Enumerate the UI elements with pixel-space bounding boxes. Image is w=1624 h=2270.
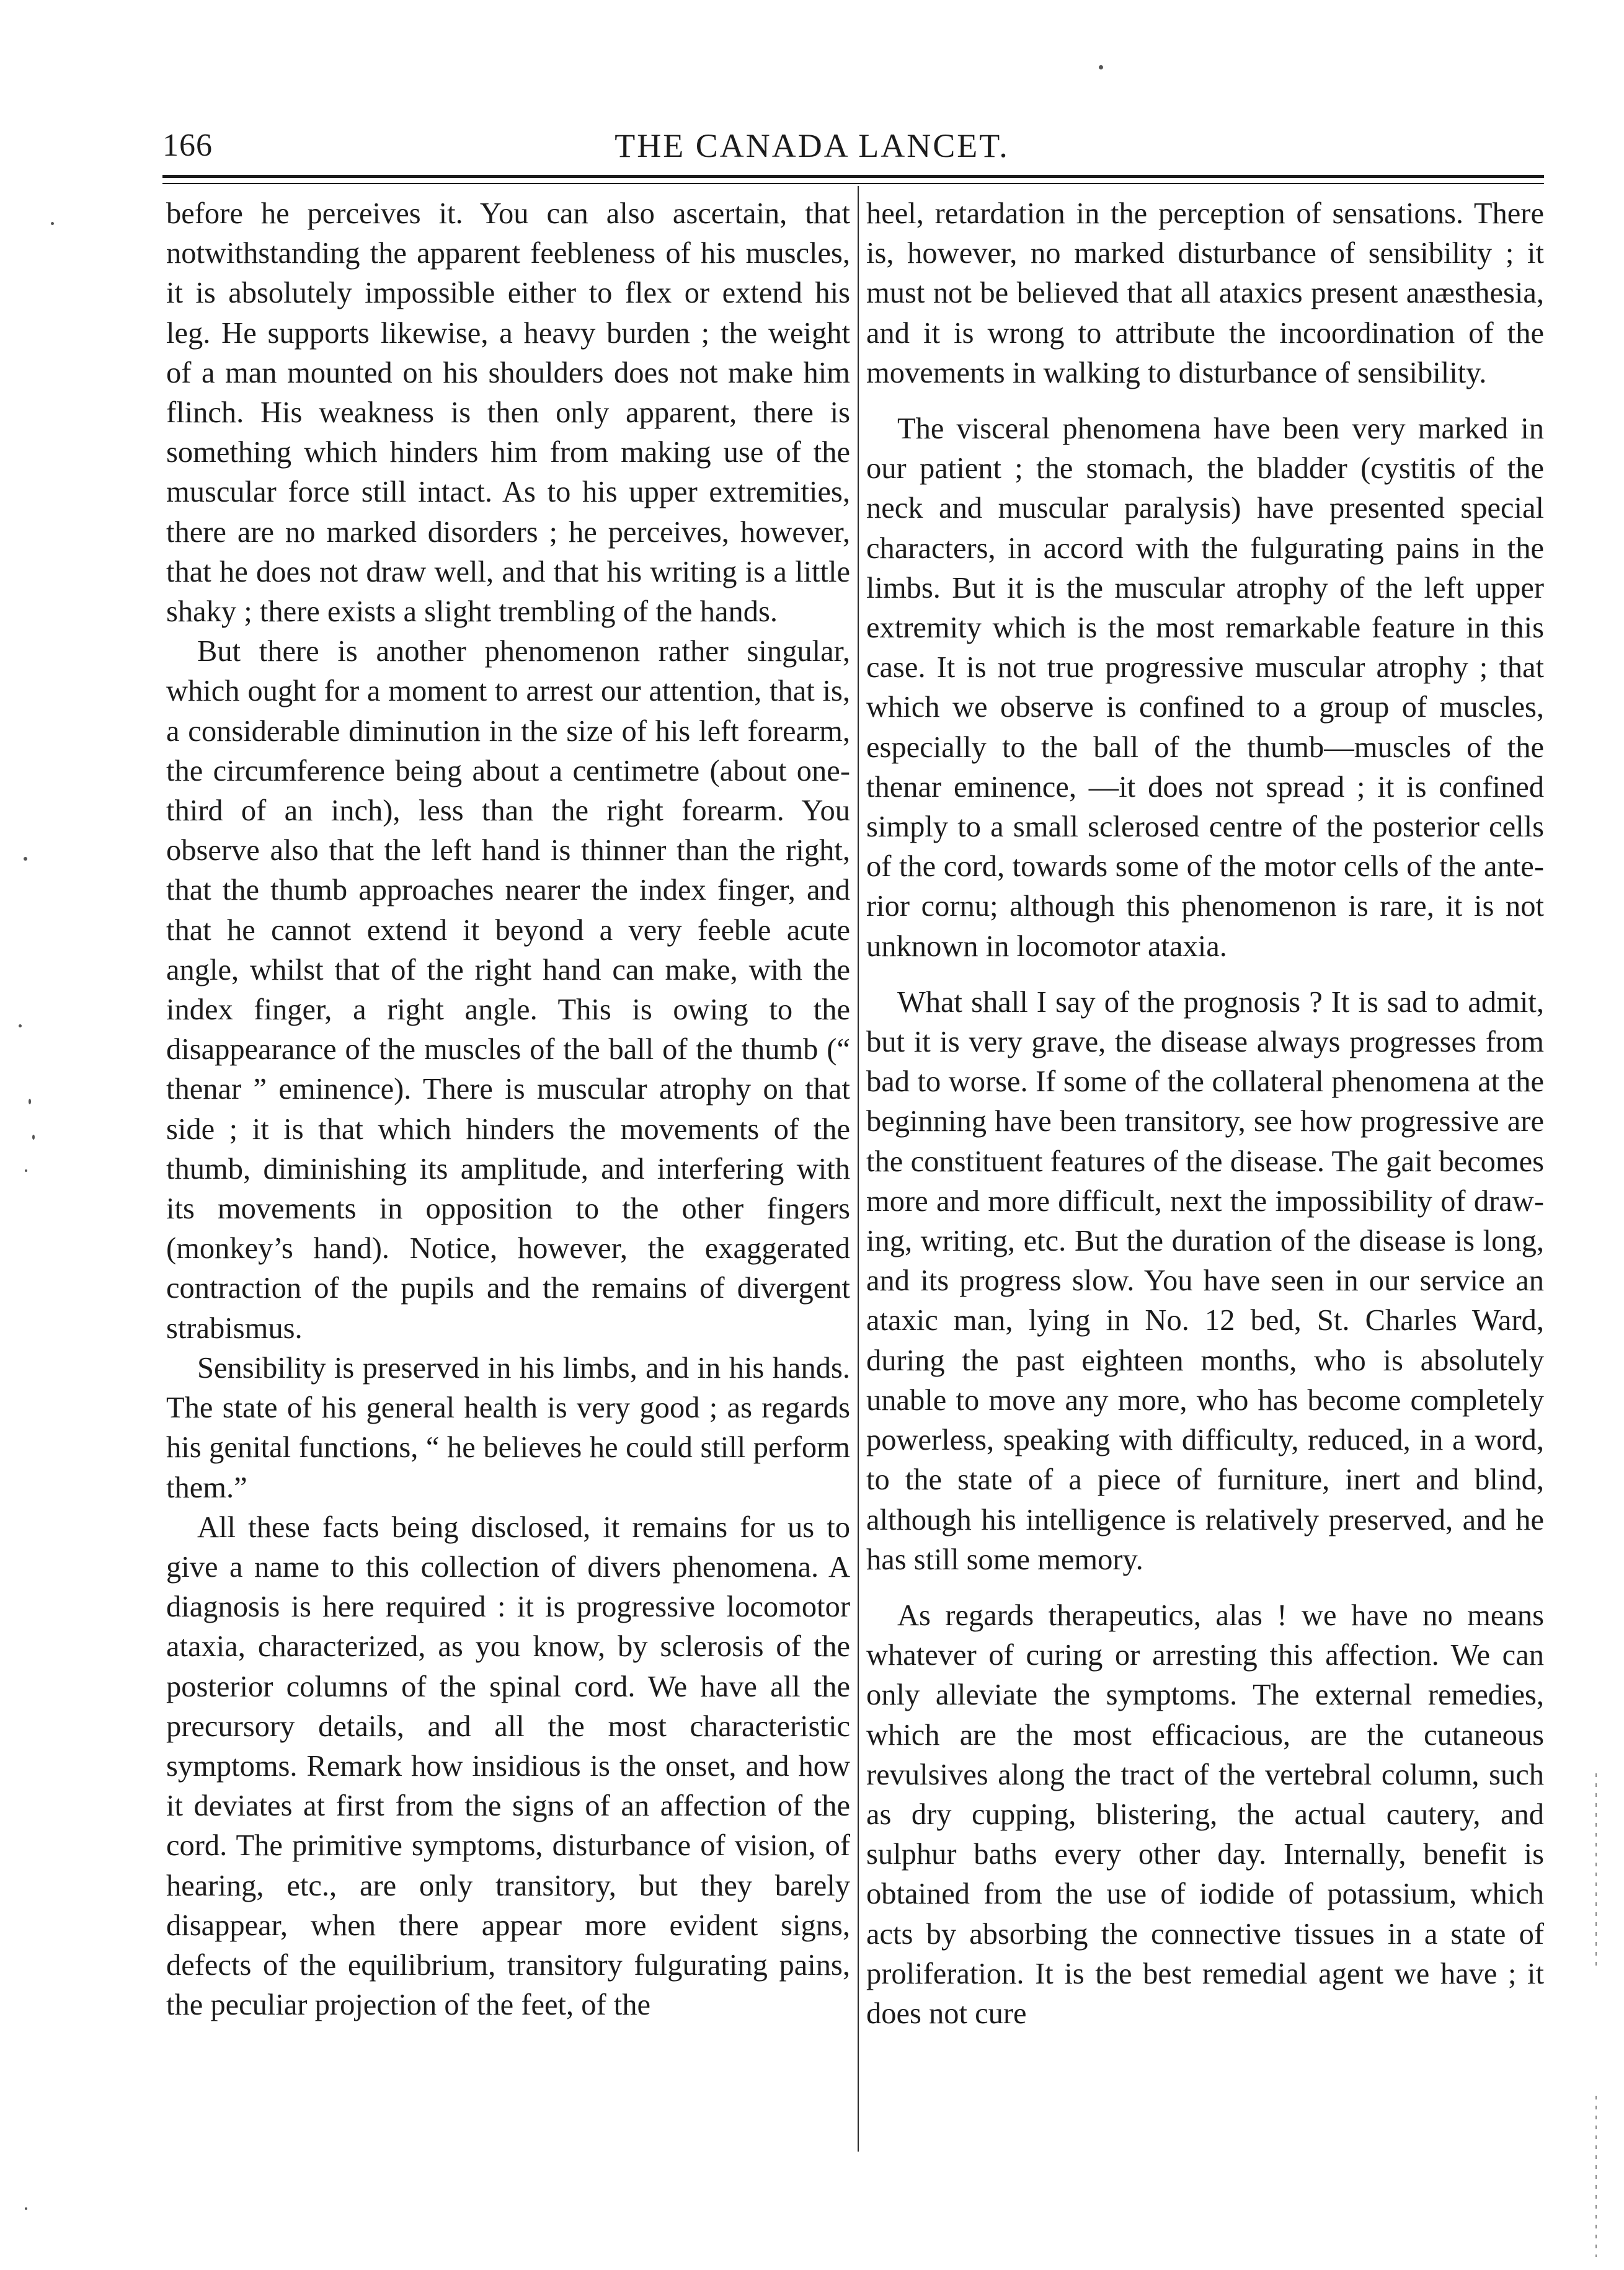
page-number: 166 <box>162 128 213 163</box>
scan-speck <box>51 222 54 225</box>
paragraph: Sensibility is preserved in his limbs, and in his hands. The state of his general health is very good ; as regards his genital functions, “ he believes he could still perform them.” <box>166 1351 850 1504</box>
paragraph: before he perceives it. You can also ascertain, that notwithstanding the apparent feebleness of his muscles, it is absolutely impossible either to flex or extend his leg. He supports likewise, a heavy burden ; the weight of a man mounted on his shoulders does not make him flinch. His weakness is then only apparent, there is something which hinders him from making use of the muscular force still intact. As to his upper extremities, there are no marked disorders ; he perceives, however, that he does not draw well, and that his writing is a little shaky ; there exists a slight trembling of the hands. <box>166 197 850 629</box>
scan-speck <box>32 1135 35 1140</box>
left-column <box>166 194 850 2025</box>
right-column <box>866 194 1544 2034</box>
running-head: THE CANADA LANCET. <box>615 127 1009 164</box>
scan-speck <box>25 2207 27 2210</box>
header-rule-thick <box>162 175 1544 178</box>
header-rule-thin <box>162 183 1544 184</box>
paragraph: The visceral phenomena have been very marked in our patient ; the stomach, the bladder (cystitis of the neck and muscular paralysis) have presented special characters, in accord with the fulgurating pains in the limbs. But it is the muscular atrophy of the left upper extremity which is the most remarkable feature in this case. It is not true progressive muscular atrophy ; that which we observe is confined to a group of muscles, especially to the ball of the thumb—muscles of the thenar eminence, —it does not spread ; it is confined simply to a small sclerosed centre of the posterior cells of the cord, towards some of the motor cells of the anterior cornu; although this phenomenon is rare, it is not unknown in locomotor ataxia. <box>866 412 1544 963</box>
scan-speck <box>25 1169 27 1172</box>
scan-speck <box>1099 65 1103 69</box>
column-divider <box>858 186 859 2152</box>
paragraph: What shall I say of the prognosis ? It is sad to admit, but it is very grave, the disease always progresses from bad to worse. If some of the collateral phenomena at the beginning have been transitory, see how progressive are the constituent features of the disease. The gait becomes more and more difficult, next the impossibility of drawing, writing, etc. But the duration of the disease is long, and its progress slow. You have seen in our service an ataxic man, lying in No. 12 bed, St. Charles Ward, during the past eighteen months, who is absolutely unable to move any more, who has become completely powerless, speaking with difficulty, reduced, in a word, to the state of a piece of furniture, inert and blind, although his intelligence is relatively preserved, and he has still some memory. <box>866 985 1544 1576</box>
scan-speck <box>24 857 27 861</box>
paragraph: All these facts being disclosed, it remains for us to give a name to this collection of divers phenomena. A diagnosis is here required : it is progressive locomotor ataxia, characterized, as you know, by sclerosis of the posterior columns of the spinal cord. We have all the precursory details, and all the most characteristic symptoms. Remark how insidious is the onset, and how it deviates at first from the signs of an affection of the cord. The primitive symptoms, disturbance of vision, of hearing, etc., are only transitory, but they barely disappear, when there appear more evident signs, defects of the equilibrium, transitory fulgurating pains, the peculiar projection of the feet, of the <box>166 1510 850 2022</box>
scan-speck <box>19 1024 22 1027</box>
paragraph: But there is another phenomenon rather singular, which ought for a moment to arrest our attention, that is, a considerable diminution in the size of his left forearm, the circumference being about a centimetre (about one-third of an inch), less than the right forearm. You observe also that the left hand is thinner than the right, that the thumb approaches nearer the index finger, and that he cannot extend it beyond a very feeble acute angle, whilst that of the right hand can make, with the index finger, a right angle. This is owing to the disappearance of the muscles of the ball of the thumb (“ thenar ” eminence). There is muscular atrophy on that side ; it is that which hinders the movements of the thumb, diminishing its amplitude, and interfering with its movements in opposition to the other fingers (monkey’s hand). Notice, however, the exaggerated contraction of the pupils and the remains of divergent strabismus. <box>166 635 850 1345</box>
paragraph: As regards therapeutics, alas ! we have no means whatever of curing or arresting this affection. We can only alleviate the symptoms. The external remedies, which are the most efficacious, are the cutaneous revulsives along the tract of the vertebral column, such as dry cupping, blistering, the actual cautery, and sulphur baths every other day. Internally, benefit is obtained from the use of iodide of potassium, which acts by absorbing the connective tissues in a state of proliferation. It is the best remedial agent we have ; it does not cure <box>866 1598 1544 2030</box>
scan-edge-mark <box>1595 1773 1597 1972</box>
scan-edge-mark <box>1595 2096 1597 2257</box>
paragraph: heel, retardation in the perception of sensations. There is, however, no marked disturbance of sensibility ; it must not be believed that all ataxics present anæsthesia, and it is wrong to attribute the incoordination of the movements in walking to disturbance of sensibility. <box>866 197 1544 389</box>
scan-speck <box>29 1099 31 1104</box>
